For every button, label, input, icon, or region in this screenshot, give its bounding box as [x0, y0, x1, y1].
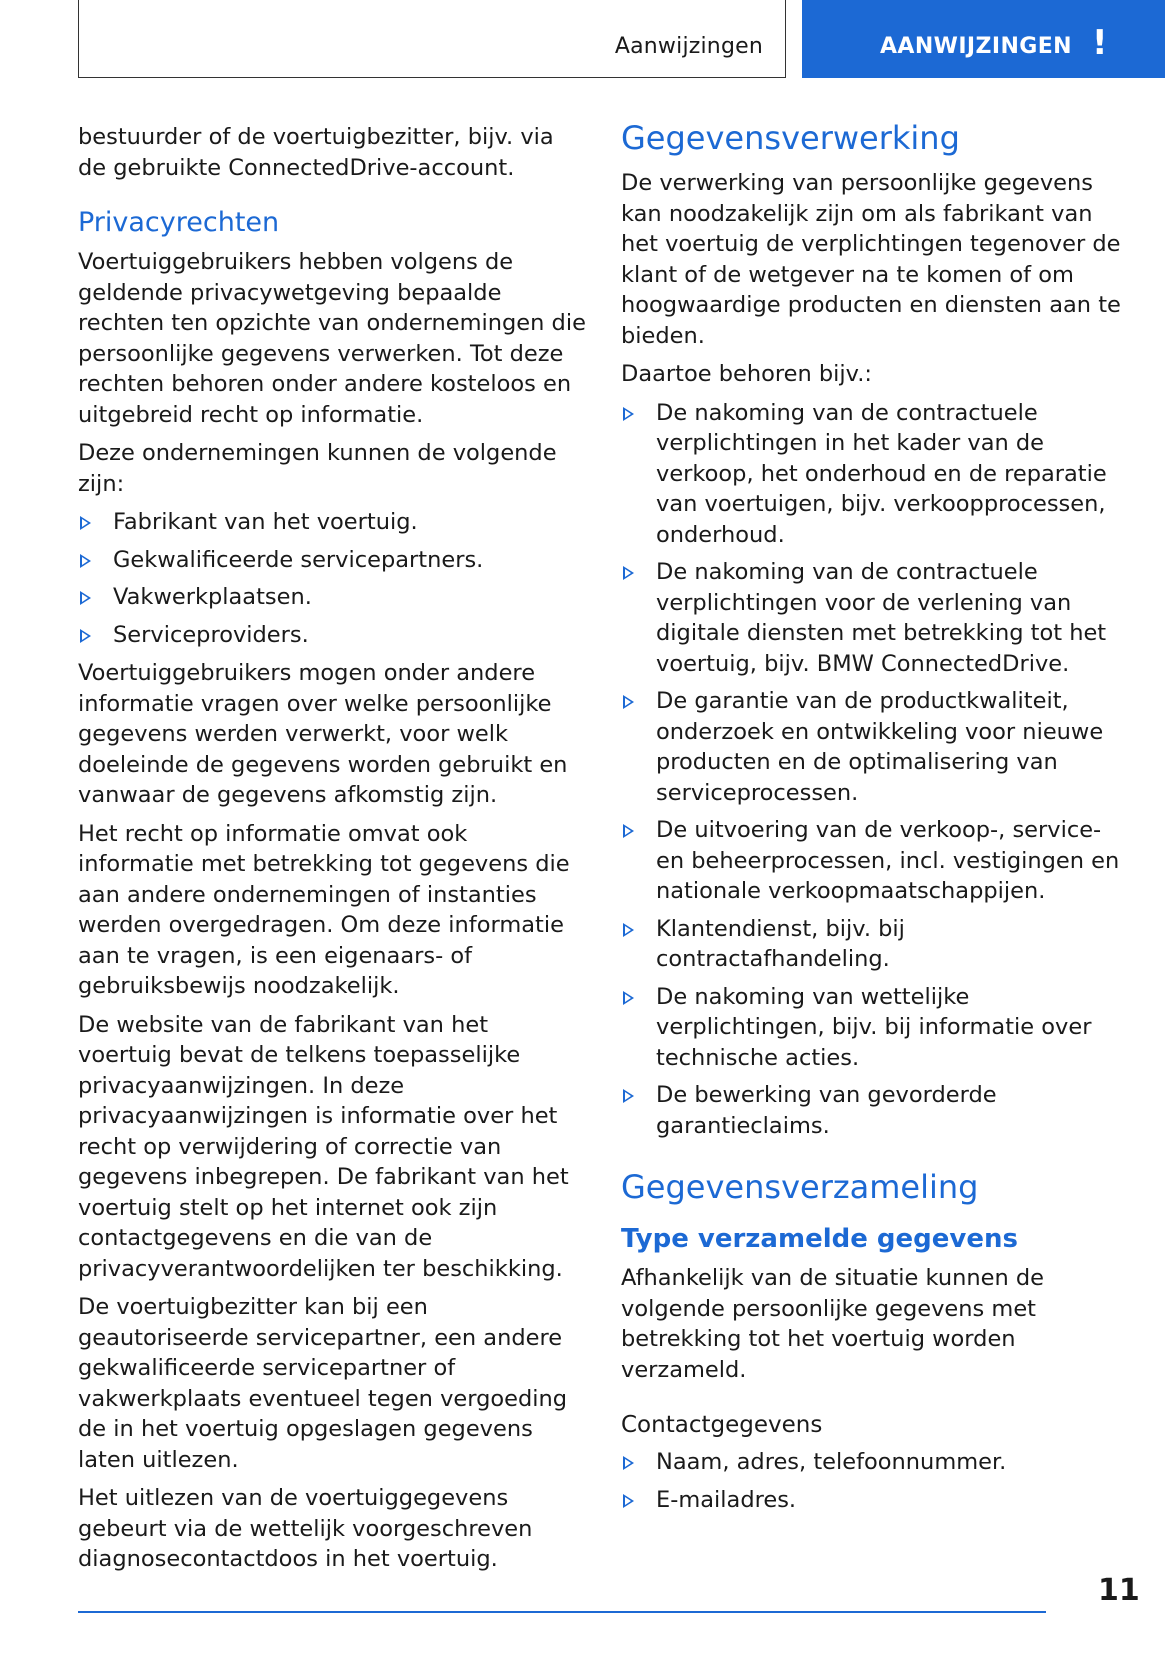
triangle-bullet-icon: [623, 407, 634, 421]
list-item: [621, 914, 1136, 975]
list-item: [78, 620, 588, 651]
list-item-text: De uitvoering van de verkoop-, service- en beheerprocessen, incl. vestigingen en nationale verkoopmaatschappijen.: [656, 817, 1120, 904]
triangle-bullet-icon: [623, 1089, 634, 1103]
list-item-text: E-mailadres.: [656, 1486, 797, 1513]
list-item-text: De nakoming van de contractuele verplichtingen voor de verlening van digitale diensten met betrekking tot het voertuig, bijv. BMW ConnectedDrive.: [656, 559, 1107, 677]
triangle-bullet-icon: [80, 516, 91, 530]
privacy-paragraph-1: Voertuiggebruikers hebben volgens de geldende privacywetgeving bepaalde rechten ten opzichte van ondernemingen die persoonlijke gegevens verwerken. Tot deze rechten behoren onder andere kosteloos en uitgebreid recht op informatie.: [78, 249, 586, 428]
privacy-paragraph-4: Het recht op informatie omvat ook informatie met betrekking tot gegevens die aan andere ondernemingen of instanties werden overgedragen. Om deze informatie aan te vragen, is een eigenaars- of gebruiksbewijs noodzakelijk.: [78, 820, 570, 999]
left-column: [78, 122, 588, 1583]
list-item: [621, 815, 1136, 907]
list-item-text: Fabrikant van het voertuig.: [113, 509, 418, 535]
list-item-text: Gekwalificeerde servicepartners.: [113, 546, 484, 573]
collection-heading: Gegevensverzameling: [621, 1168, 979, 1206]
triangle-bullet-icon: [623, 991, 634, 1005]
triangle-bullet-icon: [623, 566, 634, 580]
list-item: [621, 686, 1136, 808]
triangle-bullet-icon: [623, 923, 634, 937]
privacy-paragraph-6: De voertuigbezitter kan bij een geautoriseerde servicepartner, een andere gekwalificeerde servicepartner of vakwerkplaats eventueel tegen vergoeding de in het voertuig opgeslagen gegevens laten uitlezen.: [78, 1294, 568, 1473]
list-item: [621, 1485, 1136, 1516]
purposes-list: [621, 398, 1136, 1142]
privacy-paragraph-3: Voertuiggebruikers mogen onder andere informatie vragen over welke persoonlijke gegevens werden verwerkt, voor welk doeleinde de gegevens worden gebruikt en vanwaar de gegevens afkomstig zijn.: [78, 660, 568, 808]
list-item-text: De garantie van de productkwaliteit, onderzoek en ontwikkeling voor nieuwe producten en de optimalisering van serviceprocessen.: [656, 688, 1104, 806]
list-item: [78, 545, 588, 576]
triangle-bullet-icon: [80, 629, 91, 643]
list-item: [621, 1447, 1136, 1478]
triangle-bullet-icon: [623, 695, 634, 709]
privacy-paragraph-2: Deze ondernemingen kunnen de volgende zijn:: [78, 440, 557, 497]
contact-list: [621, 1447, 1136, 1515]
list-item-text: Vakwerkplaatsen.: [113, 584, 312, 610]
collection-paragraph: Afhankelijk van de situatie kunnen de volgende persoonlijke gegevens met betrekking tot het voertuig worden verzameld.: [621, 1265, 1045, 1383]
list-item-text: Naam, adres, telefoonnummer.: [656, 1449, 1007, 1475]
chapter-tab[interactable]: [802, 0, 1165, 78]
chapter-tab-label: AANWIJZINGEN: [880, 34, 1072, 59]
list-item: [621, 398, 1136, 551]
list-item-text: Serviceproviders.: [113, 621, 309, 648]
contact-heading: Contactgegevens: [621, 1412, 823, 1438]
triangle-bullet-icon: [80, 554, 91, 568]
triangle-bullet-icon: [623, 824, 634, 838]
list-item: [621, 557, 1136, 679]
list-item-text: Klantendienst, bijv. bij contractafhandeling.: [656, 915, 905, 972]
processing-paragraph-1: De verwerking van persoonlijke gegevens kan noodzakelijk zijn om als fabrikant van het voertuig de verplichtingen tegenover de klant of de wetgever na te komen of om hoogwaardige producten en diensten aan te bieden.: [621, 170, 1121, 349]
page-number: 11: [1098, 1573, 1140, 1608]
list-item: [78, 582, 588, 613]
list-item-text: De bewerking van gevorderde garantieclaims.: [656, 1082, 997, 1139]
privacy-heading: Privacyrechten: [78, 207, 280, 238]
privacy-paragraph-5: De website van de fabrikant van het voertuig bevat de telkens toepasselijke privacyaanwijzingen. In deze privacyaanwijzingen is informatie over het recht op verwijdering of correctie van gegevens inbegrepen. De fabrikant van het voertuig stelt op het internet ook zijn contactgegevens en die van de privacyverantwoordelijken ter beschikking.: [78, 1011, 569, 1282]
privacy-paragraph-7: Het uitlezen van de voertuiggegevens gebeurt via de wettelijk voorgeschreven diagnosecontactdoos in het voertuig.: [78, 1485, 533, 1572]
intro-paragraph: bestuurder of de voertuigbezitter, bijv. via de gebruikte ConnectedDrive-account.: [78, 124, 554, 181]
list-item-text: De nakoming van wettelijke verplichtingen, bijv. bij informatie over technische acties.: [656, 983, 1092, 1071]
triangle-bullet-icon: [623, 1494, 634, 1508]
triangle-bullet-icon: [80, 591, 91, 605]
companies-list: [78, 507, 588, 650]
triangle-bullet-icon: [623, 1456, 634, 1470]
list-item-text: De nakoming van de contractuele verplichtingen in het kader van de verkoop, het onderhoud en de reparatie van voertuigen, bijv. verkoopprocessen, onderhoud.: [656, 399, 1107, 548]
processing-heading: Gegevensverwerking: [621, 119, 960, 157]
header-section-title: Aanwijzingen: [614, 34, 763, 59]
type-heading: Type verzamelde gegevens: [621, 1224, 1018, 1254]
footer-divider: [78, 1611, 1046, 1613]
exclamation-icon: !: [1092, 23, 1108, 63]
list-item: [78, 507, 588, 538]
processing-paragraph-2: Daartoe behoren bijv.:: [621, 361, 872, 387]
list-item: [621, 1080, 1136, 1141]
right-column: [621, 118, 1136, 1523]
list-item: [621, 982, 1136, 1074]
header-frame: [78, 0, 786, 78]
